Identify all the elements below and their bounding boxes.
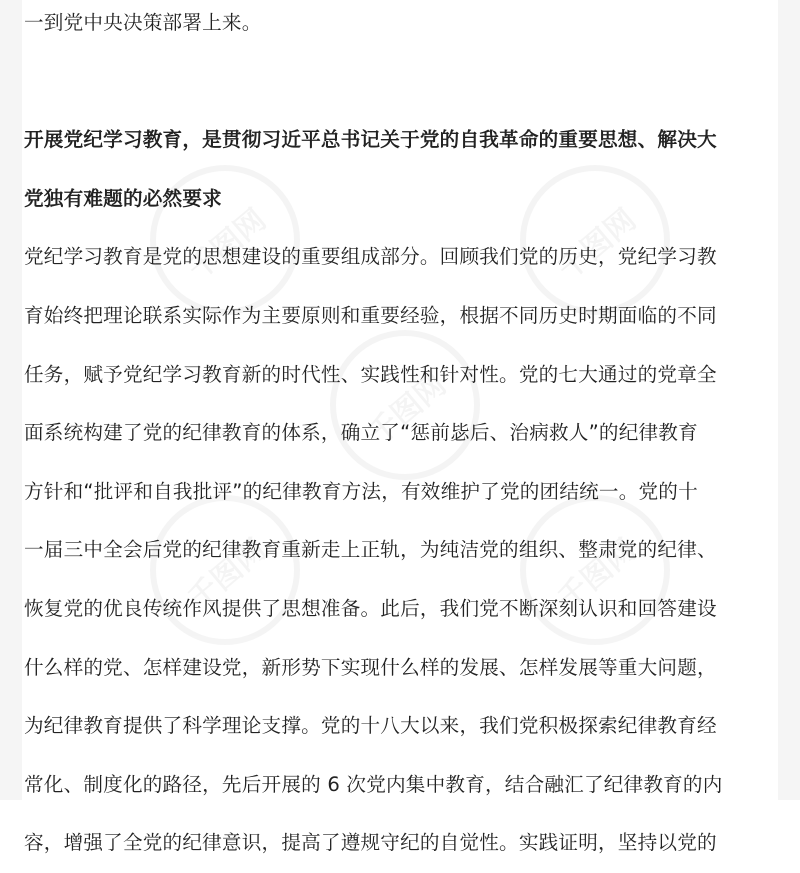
left-margin	[0, 0, 22, 800]
paragraph-line: 方针和“批评和自我批评”的纪律教育方法，有效维护了党的团结统一。党的十	[24, 479, 698, 503]
watermark-text: 千图网	[361, 367, 453, 453]
watermark-text: 千图网	[181, 532, 273, 618]
paragraph-line: 任务，赋予党纪学习教育新的时代性、实践性和针对性。党的七大通过的党章全	[24, 362, 717, 386]
paragraph-line: 恢复党的优良传统作风提供了思想准备。此后，我们党不断深刻认识和回答建设	[24, 596, 717, 620]
paragraph-line: 一届三中全会后党的纪律教育重新走上正轨，为纯洁党的组织、整肃党的纪律、	[24, 538, 717, 562]
blank-line	[24, 53, 780, 112]
paragraph-line: 党纪学习教育是党的思想建设的重要组成部分。回顾我们党的历史，党纪学习教	[24, 245, 717, 269]
right-margin	[778, 0, 800, 800]
watermark-text: 千图网	[551, 532, 643, 618]
watermark-text: 千图网	[181, 202, 273, 288]
paragraph-line: 常化、制度化的路径，先后开展的 6 次党内集中教育，结合融汇了纪律教育的内	[24, 772, 723, 796]
section-heading-line: 开展党纪学习教育，是贯彻习近平总书记关于党的自我革命的重要思想、解决大	[24, 128, 717, 152]
paragraph-line: 容，增强了全党的纪律意识，提高了遵规守纪的自觉性。实践证明，坚持以党的	[24, 831, 717, 855]
paragraph-line: 面系统构建了党的纪律教育的体系，确立了“惩前毖后、治病救人”的纪律教育	[24, 421, 698, 445]
paragraph-line: 育始终把理论联系实际作为主要原则和重要经验，根据不同历史时期面临的不同	[24, 303, 717, 327]
paragraph-line: 为纪律教育提供了科学理论支撑。党的十八大以来，我们党积极探索纪律教育经	[24, 714, 717, 738]
watermark-text: 千图网	[551, 202, 643, 288]
section-heading-line: 党独有难题的必然要求	[24, 186, 222, 210]
paragraph-line: 一到党中央决策部署上来。	[24, 11, 262, 34]
paragraph-line: 什么样的党、怎样建设党，新形势下实现什么样的发展、怎样发展等重大问题，	[24, 655, 717, 679]
article-body	[24, 0, 780, 873]
